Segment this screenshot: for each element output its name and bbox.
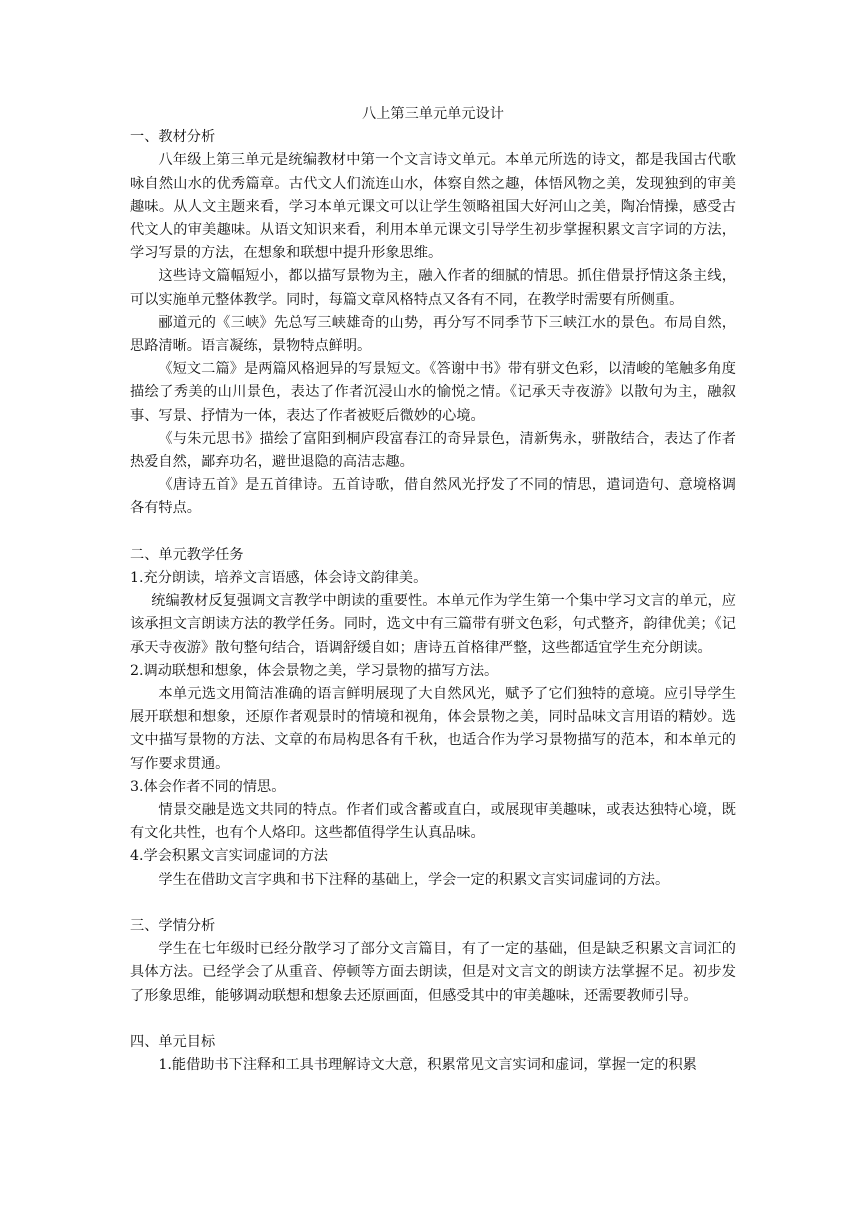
section-heading-2: 二、单元教学任务 <box>130 546 244 563</box>
paragraph: 郦道元的《三峡》先总写三峡雄奇的山势，再分写不同季节下三峡江水的景色。布局自然，思路清晰。语言凝练，景物特点鲜明。 <box>130 314 736 355</box>
task-subheading-2: 2.调动联想和想象，体会景物之美，学习景物的描写方法。 <box>130 662 499 679</box>
paragraph: 《与朱元思书》描绘了富阳到桐庐段富春江的奇异景色，清新隽永，骈散结合，表达了作者热爱自然，鄙弃功名，避世退隐的高洁志趣。 <box>130 430 736 471</box>
blank-line <box>130 521 736 544</box>
document-body <box>130 103 736 1077</box>
task-subheading-3: 3.体会作者不同的情思。 <box>130 778 286 795</box>
paragraph: 《短文二篇》是两篇风格迥异的写景短文。《答谢中书》带有骈文色彩，以清峻的笔触多角度描绘了秀美的山川景色，表达了作者沉浸山水的愉悦之情。《记承天寺夜游》以散句为主，融叙事、写景、抒情为一体，表达了作者被贬后微妙的心境。 <box>130 361 736 424</box>
paragraph: 情景交融是选文共同的特点。作者们或含蓄或直白，或展现审美趣味，或表达独特心境，既有文化共性，也有个人烙印。这些都值得学生认真品味。 <box>130 802 736 842</box>
section-heading-1: 一、教材分析 <box>130 129 216 146</box>
task-subheading-4: 4.学会积累文言实词虚词的方法 <box>130 848 328 865</box>
paragraph: 学生在七年级时已经分散学习了部分文言篇目，有了一定的基础，但是缺乏积累文言词汇的具体方法。已经学会了从重音、停顿等方面去朗读，但是对文言文的朗读方法掌握不足。初步发了形象思维，能够调动联想和想象去还原画面，但感受其中的审美趣味，还需要教师引导。 <box>130 941 736 1004</box>
paragraph: 八年级上第三单元是统编教材中第一个文言诗文单元。本单元所选的诗文，都是我国古代歌咏自然山水的优秀篇章。古代文人们流连山水，体察自然之趣，体悟风物之美，发现独到的审美趣味。从人文主题来看，学习本单元课文可以让学生领略祖国大好河山之美，陶冶情操，感受古代文人的审美趣味。从语文知识来看，利用本单元课文引导学生初步掌握积累文言字词的方法，学习写景的方法，在想象和联想中提升形象思维。 <box>130 152 736 262</box>
paragraph: 学生在借助文言字典和书下注释的基础上，学会一定的积累文言实词虚词的方法。 <box>158 871 670 888</box>
paragraph: 本单元选文用简洁准确的语言鲜明展现了大自然风光，赋予了它们独特的意境。应引导学生展开联想和想象，还原作者观景时的情境和视角，体会景物之美，同时品味文言用语的精妙。选文中描写景物的方法、文章的布局构思各有千秋，也适合作为学习景物描写的范本，和本单元的写作要求贯通。 <box>130 686 736 772</box>
blank-line <box>130 892 736 915</box>
paragraph: 统编教材反复强调文言教学中朗读的重要性。本单元作为学生第一个集中学习文言的单元，应该承担文言朗读方法的教学任务。同时，选文中有三篇带有骈文色彩，句式整齐，韵律优美；《记承天寺夜游》散句整句结合，语调舒缓自如；唐诗五首格律严整，这些都适宜学生充分朗读。 <box>130 593 736 656</box>
paragraph: 1.能借助书下注释和工具书理解诗文大意，积累常见文言实词和虚词，掌握一定的积累 <box>158 1057 697 1074</box>
paragraph: 这些诗文篇幅短小，都以描写景物为主，融入作者的细腻的情思。抓住借景抒情这条主线，可以实施单元整体教学。同时，每篇文章风格特点又各有不同，在教学时需要有所侧重。 <box>130 268 736 308</box>
paragraph: 《唐诗五首》是五首律诗。五首诗歌，借自然风光抒发了不同的情思，遣词造句、意境格调各有特点。 <box>130 477 736 517</box>
section-heading-4: 四、单元目标 <box>130 1034 216 1051</box>
section-heading-3: 三、学情分析 <box>130 918 216 935</box>
document-title: 八上第三单元单元设计 <box>362 106 504 122</box>
task-subheading-1: 1.充分朗读，培养文言语感，体会诗文韵律美。 <box>130 570 428 587</box>
blank-line <box>130 1008 736 1031</box>
